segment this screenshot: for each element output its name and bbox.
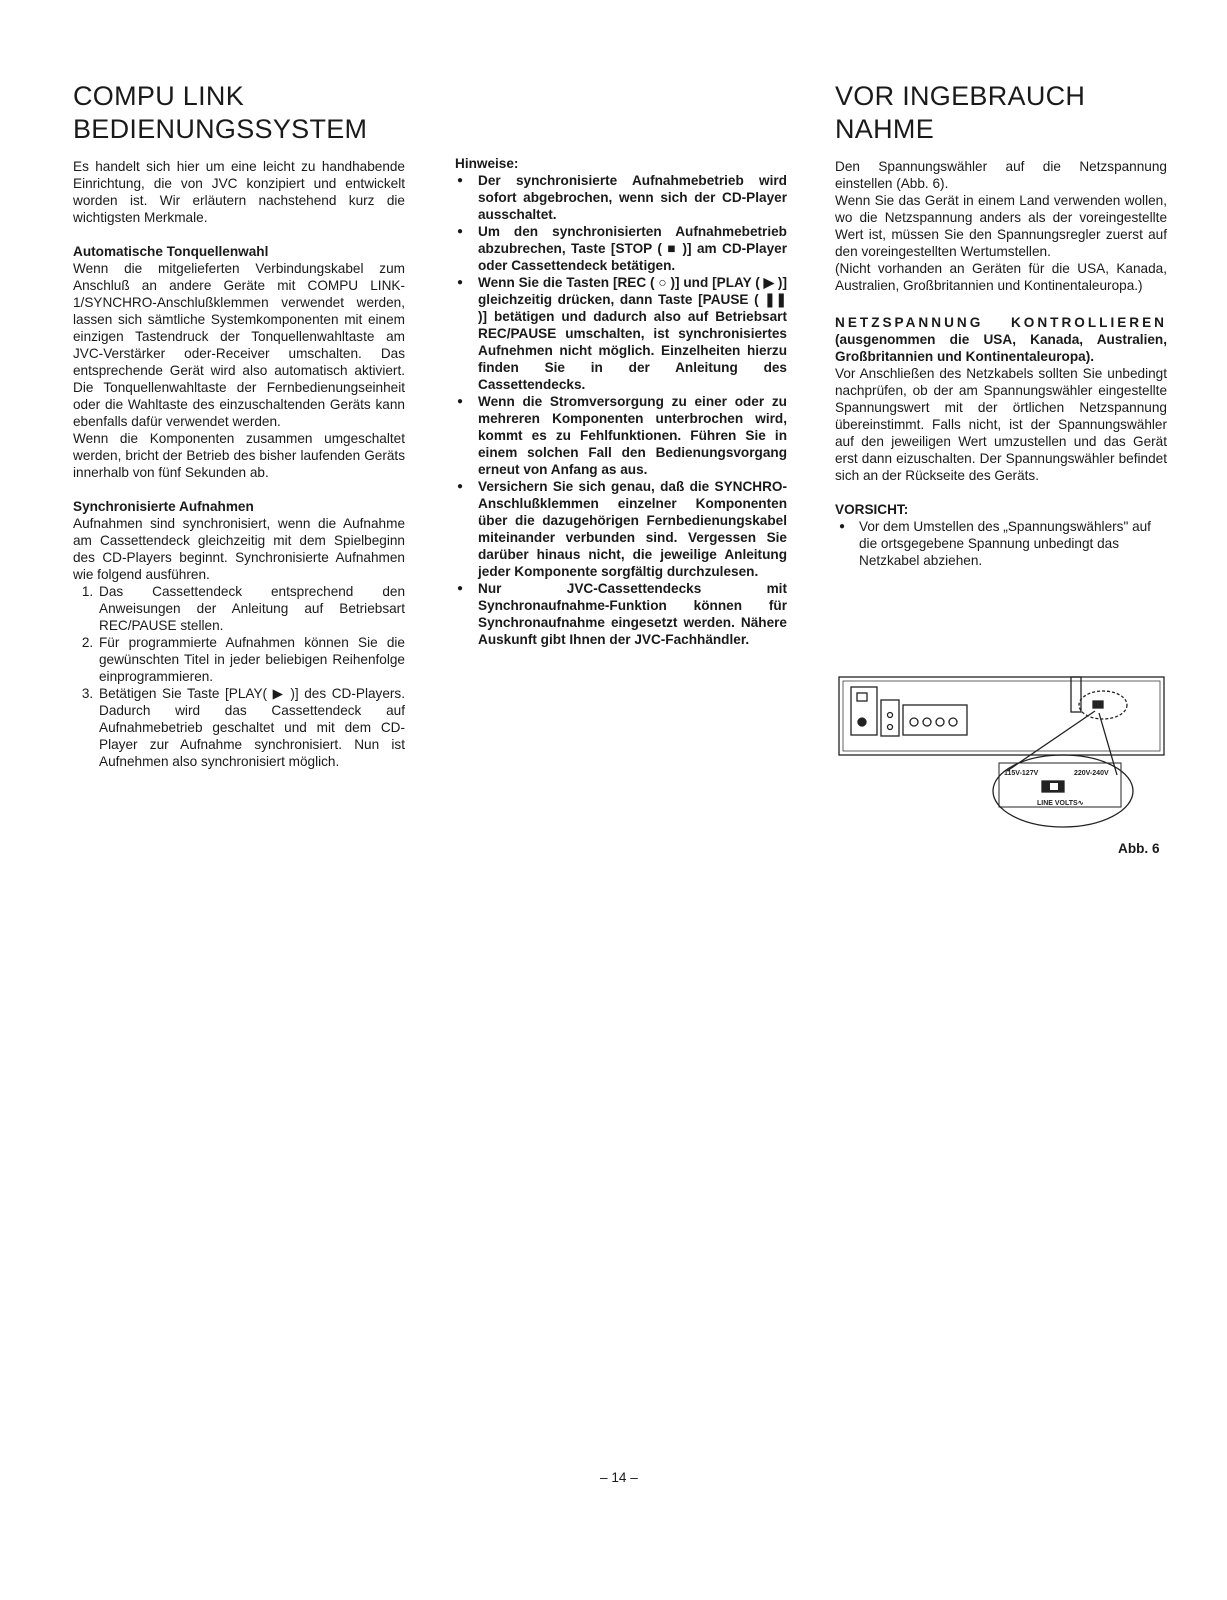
figure-caption: Abb. 6: [1118, 841, 1160, 856]
note-item: ● Wenn die Stromversorgung zu einer oder zu mehreren Komponenten unterbrochen wird, kommt es zu Fehlfunktionen. Führen Sie in einem solchen Fall den Bedienungsvorgang erneut von Anfang as aus.: [455, 393, 787, 478]
netzspannung-subheading: (ausgenommen die USA, Kanada, Australien, Großbritannien und Kontinentaleuropa).: [835, 332, 1167, 364]
netzspannung-paragraph: Vor Anschließen des Netzkabels sollten Sie unbedingt nachprüfen, ob der am Spannungswähler eingestellte Spannungswert mit der örtlichen Netzspannung übereinstimmt. Falls nicht, ist der Spannungswähler auf den jeweiligen Wert umzustellen und das Gerät erst dann eizuschalten. Der Spannungswähler befindet sich an der Rückseite des Geräts.: [835, 366, 1167, 483]
left-column: [73, 80, 405, 770]
tonquellenwahl-paragraph-2: Wenn die Komponenten zusammen umgeschaltet werden, bricht der Betrieb des bisher laufenden Geräts innerhalb von fünf Sekunden ab.: [73, 431, 405, 480]
jack-circle-small: [888, 725, 893, 730]
voltage-selector-figure: [837, 675, 1167, 835]
jack-circle-small: [888, 713, 893, 718]
note-item: ● Wenn Sie die Tasten [REC ( ○ )] und [PLAY ( ▶ )] gleichzeitig drücken, dann Taste [PAUSE ( ❚❚ )] betätigen und dadurch also auf Betriebsart REC/PAUSE umschalten, ist synchronisiertes Aufnehmen nicht möglich. Einzelheiten hierzu finden Sie in der Anleitung des Cassettendecks.: [455, 274, 787, 393]
step-item: 2. Für programmierte Aufnahmen können Sie die gewünschten Titel in jeder beliebigen Reihenfolge einprogrammieren.: [97, 634, 405, 685]
vorsicht-list: [835, 518, 1167, 569]
terminal: [936, 718, 944, 726]
step-item: 1. Das Cassettendeck entsprechend den Anweisungen der Anleitung auf Betriebsart REC/PAUSE stellen.: [97, 583, 405, 634]
jack-block: [851, 687, 877, 735]
label-220v: 220V-240V: [1074, 770, 1109, 777]
intro-paragraph: Es handelt sich hier um eine leicht zu handhabende Einrichtung, die von JVC konzipiert und entwickelt worden ist. Wir erläutern nachstehend kurz die wichtigsten Merkmale.: [73, 159, 405, 225]
steps-list: [73, 583, 405, 770]
right-column: [835, 80, 1167, 569]
jack-circle: [858, 718, 866, 726]
vorsicht-item: ● Vor dem Umstellen des „Spannungswählers" auf die ortsgegebene Spannung unbedingt das Netzkabel abziehen.: [835, 518, 1167, 569]
voltage-paragraph-3: (Nicht vorhanden an Geräten für die USA, Kanada, Australien, Großbritannien und Kontinentaleuropa.): [835, 261, 1167, 293]
hinweise-heading: Hinweise:: [455, 156, 519, 171]
step-item: 3. Betätigen Sie Taste [PLAY( ▶ )] des CD-Players. Dadurch wird das Cassettendeck auf Aufnahmebetrieb geschaltet und mit dem CD-Player zur Aufnahme synchronisiert. Nun ist Aufnehmen also synchronisiert möglich.: [97, 685, 405, 770]
label-line-volts: LINE VOLTS∿: [1037, 800, 1084, 807]
title-line-1: VOR INGEBRAUCH: [835, 81, 1086, 111]
voltage-paragraph-2: Wenn Sie das Gerät in einem Land verwenden wollen, wo die Netzspannung anders als der voreingestellte Wert ist, müssen Sie den Spannungsregler zuerst auf den voreingestellten Wertumstellen.: [835, 193, 1167, 259]
label-115v: 115V-127V: [1004, 770, 1039, 777]
terminal-block: [903, 705, 967, 735]
synchron-paragraph: Aufnahmen sind synchronisiert, wenn die Aufnahme am Cassettendeck gleichzeitig mit dem Spielbeginn des CD-Players beginnt. Synchronisierte Aufnahmen wie folgend ausführen.: [73, 516, 405, 582]
terminal: [923, 718, 931, 726]
note-item: ● Der synchronisierte Aufnahmebetrieb wird sofort abgebrochen, wenn sich der CD-Player ausschaltet.: [455, 172, 787, 223]
voltage-switch-knob: [1050, 783, 1058, 790]
page-number: – 14 –: [600, 1470, 638, 1485]
terminal: [910, 718, 918, 726]
selector-switch-small: [1093, 701, 1103, 708]
notes-list: [455, 172, 787, 648]
rear-panel-inner: [843, 681, 1160, 751]
section-title-compu-link: [73, 80, 405, 146]
pointer-line: [1099, 713, 1117, 775]
netz-word-1: NETZSPANNUNG: [835, 315, 984, 330]
netz-word-2: KONTROLLIEREN: [1010, 315, 1167, 330]
title-line-2: BEDIENUNGSSYSTEM: [73, 114, 368, 144]
middle-column: [455, 155, 787, 648]
note-item: ● Um den synchronisierten Aufnahmebetrieb abzubrechen, Taste [STOP ( ■ )] am CD-Player oder Cassettendeck betätigen.: [455, 223, 787, 274]
title-line-1: COMPU LINK: [73, 81, 245, 111]
voltage-paragraph-1: Den Spannungswähler auf die Netzspannung einstellen (Abb. 6).: [835, 159, 1167, 191]
note-item: ● Versichern Sie sich genau, daß die SYNCHRO-Anschlußklemmen einzelner Komponenten über die dazugehörigen Fernbedienungskabel miteinander verbunden sind. Vergessen Sie darüber hinaus nicht, die jeweilige Anleitung jeder Komponente sorgfältig durchzulesen.: [455, 478, 787, 580]
netzspannung-heading: [835, 314, 1167, 331]
jack-square: [857, 693, 867, 701]
terminal: [949, 718, 957, 726]
vorsicht-heading: VORSICHT:: [835, 502, 909, 517]
heading-synchronisierte-aufnahmen: Synchronisierte Aufnahmen: [73, 499, 254, 514]
tonquellenwahl-paragraph: Wenn die mitgelieferten Verbindungskabel zum Anschluß an andere Geräte mit COMPU LINK-1/SYNCHRO-Anschlußklemmen verwendet werden, lassen sich sämtliche Systemkomponenten mit einem einzigen Tastendruck der Tonquellenwahltaste am JVC-Verstärker oder-Receiver umschalten. Das entsprechende Gerät wird also automatisch aktiviert. Die Tonquellenwahltaste der Fernbedienungseinheit oder die Wahltaste des einzuschaltenden Geräts kann ebenfalls dafür verwendet werden.: [73, 261, 405, 429]
note-item: ● Nur JVC-Cassettendecks mit Synchronaufnahme-Funktion können für Synchronaufnahme eingesetzt werden. Nähere Auskunft gibt Ihnen der JVC-Fachhändler.: [455, 580, 787, 648]
heading-automatische-tonquellenwahl: Automatische Tonquellenwahl: [73, 244, 269, 259]
section-title-vor-ingebrauchnahme: [835, 80, 1167, 146]
title-line-2: NAHME: [835, 114, 935, 144]
power-cord-clip: [1071, 677, 1081, 712]
